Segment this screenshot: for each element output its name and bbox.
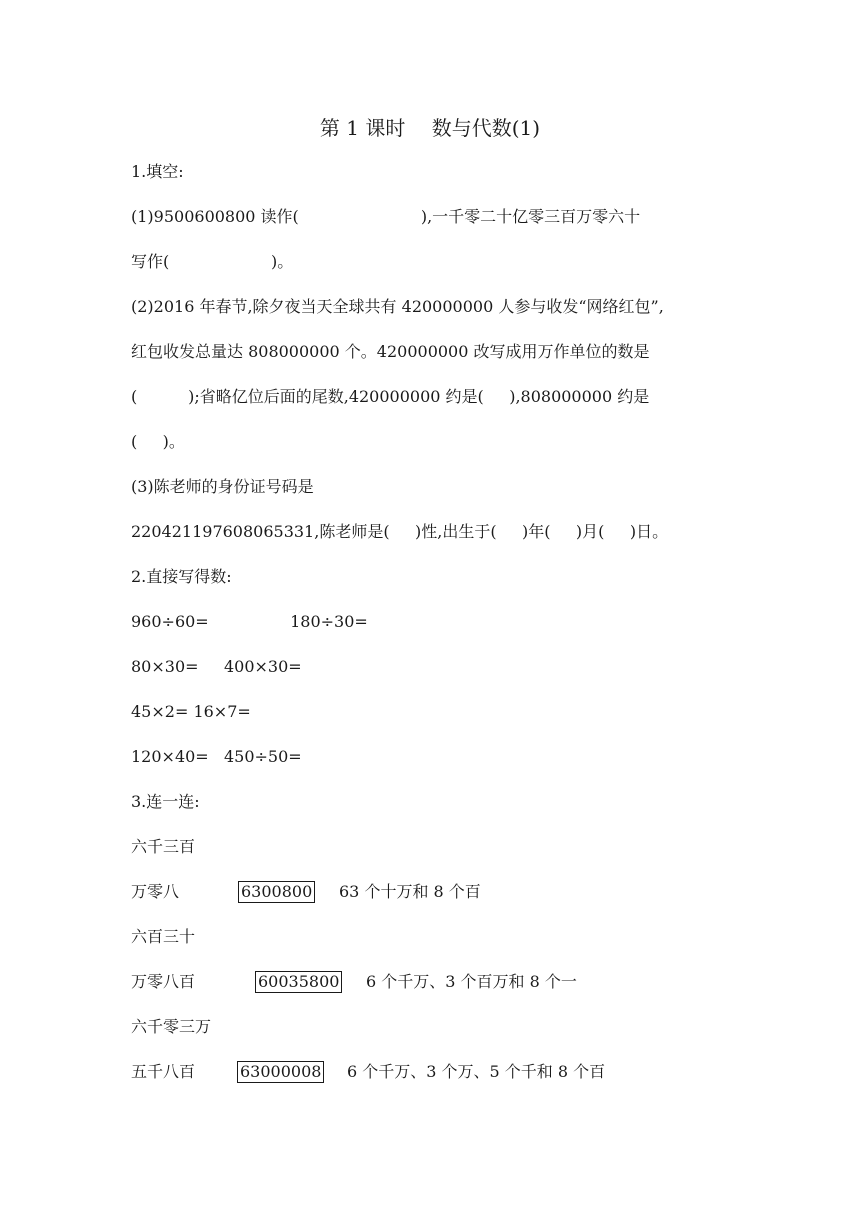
section1-heading: 1.填空: [131,162,184,181]
calc-row-1: 960÷60= 180÷30= [131,612,368,631]
q2-line2: 红包收发总量达 808000000 个。420000000 改写成用万作单位的数是 [131,342,650,361]
match-desc-3: 6 个千万、3 个万、5 个千和 8 个百 [347,1062,606,1081]
page-title: 第 1 课时 数与代数(1) [319,116,541,140]
q3-line1: (3)陈老师的身份证号码是 [131,477,314,496]
q1-line1: (1)9500600800 读作( ),一千零二十亿零三百万零六十 [131,207,641,226]
match-word-3-line1: 六千零三万 [131,1017,212,1036]
match-word-2-line1: 六百三十 [131,927,196,946]
q2-line1: (2)2016 年春节,除夕夜当天全球共有 420000000 人参与收发“网络红包”, [131,297,664,316]
q3-line2: 220421197608065331,陈老师是( )性,出生于( )年( )月( )日。 [131,522,669,541]
calc-row-2: 80×30= 400×30= [131,657,302,676]
section2-heading: 2.直接写得数: [131,567,232,586]
calc-row-3: 45×2= 16×7= [131,702,251,721]
section3-heading: 3.连一连: [131,792,200,811]
match-word-1-line2: 万零八 [131,882,180,901]
match-number-1: 6300800 [238,881,315,903]
match-word-3-line2: 五千八百 [131,1062,196,1081]
match-number-3: 63000008 [237,1061,324,1083]
calc-row-4: 120×40= 450÷50= [131,747,302,766]
match-word-2-line2: 万零八百 [131,972,196,991]
match-number-2: 60035800 [255,971,342,993]
match-word-1-line1: 六千三百 [131,837,196,856]
q2-line4: ( )。 [131,432,185,451]
q1-line2: 写作( )。 [131,252,294,271]
match-desc-2: 6 个千万、3 个百万和 8 个一 [366,972,577,991]
match-desc-1: 63 个十万和 8 个百 [339,882,481,901]
q2-line3: ( );省略亿位后面的尾数,420000000 约是( ),808000000 约是 [131,387,650,406]
